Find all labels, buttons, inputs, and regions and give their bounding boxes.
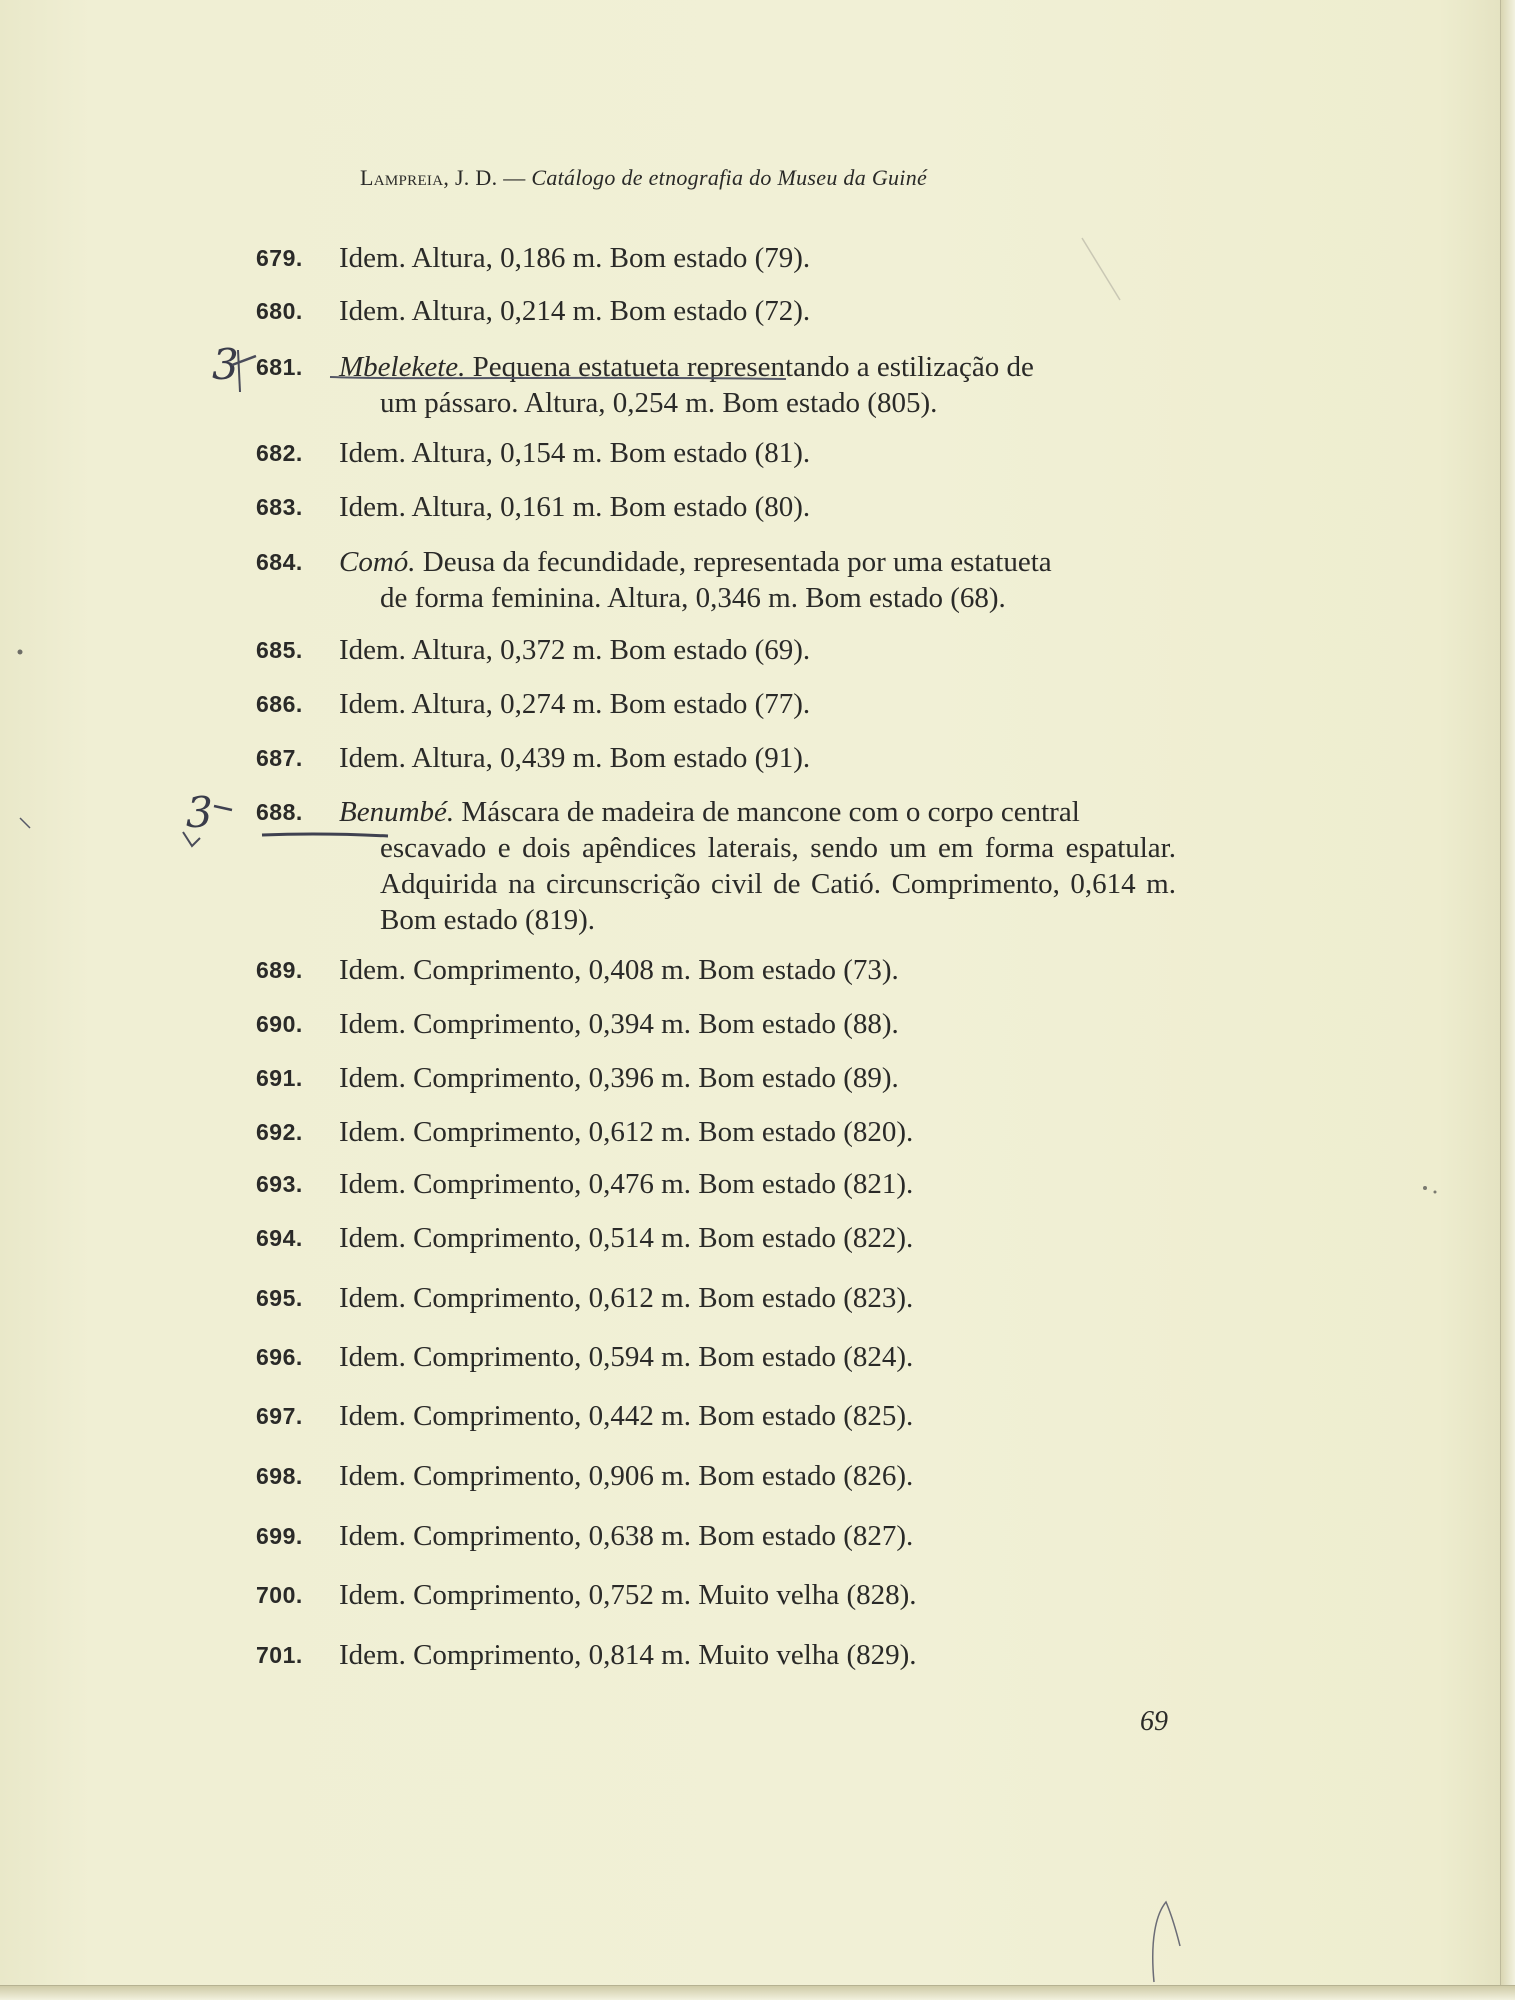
pencil-stroke bbox=[214, 806, 232, 810]
pencil-stroke bbox=[1082, 238, 1120, 300]
entry-text: Idem. Altura, 0,214 m. Bom estado (72). bbox=[339, 295, 811, 327]
entry-text: Idem. Comprimento, 0,638 m. Bom estado (827). bbox=[339, 1520, 914, 1552]
entry-number: 685. bbox=[256, 637, 303, 663]
entry-text: Idem. Comprimento, 0,752 m. Muito velha (828). bbox=[339, 1579, 917, 1611]
entry-text: Idem. Comprimento, 0,396 m. Bom estado (89). bbox=[339, 1062, 899, 1094]
object-name: Comó. bbox=[339, 546, 416, 578]
entry-number: 696. bbox=[256, 1344, 303, 1370]
entry-number: 692. bbox=[256, 1119, 303, 1145]
entry-text: Idem. Altura, 0,186 m. Bom estado (79). bbox=[339, 242, 811, 274]
entry-number: 680. bbox=[256, 298, 303, 324]
entry-number: 691. bbox=[256, 1065, 303, 1091]
pencil-stroke bbox=[238, 350, 240, 392]
entry-number: 693. bbox=[256, 1171, 303, 1197]
entry-text: Idem. Comprimento, 0,476 m. Bom estado (821). bbox=[339, 1168, 914, 1200]
entry-text: Idem. Comprimento, 0,906 m. Bom estado (826). bbox=[339, 1460, 914, 1492]
entry-number: 683. bbox=[256, 494, 303, 520]
entry-text: Idem. Comprimento, 0,394 m. Bom estado (88). bbox=[339, 1008, 899, 1040]
paper-speck bbox=[1434, 1191, 1437, 1194]
entry-number: 700. bbox=[256, 1582, 303, 1608]
handwritten-mark: 3 bbox=[212, 340, 239, 389]
entry-text: Idem. Comprimento, 0,612 m. Bom estado (820). bbox=[339, 1116, 914, 1148]
entry-text: Deusa da fecundidade, representada por uma estatueta bbox=[415, 546, 1052, 578]
entry-text: Idem. Comprimento, 0,442 m. Bom estado (825). bbox=[339, 1400, 914, 1432]
object-name: Benumbé. bbox=[339, 796, 455, 828]
entry-number: 686. bbox=[256, 691, 303, 717]
entry-number: 698. bbox=[256, 1463, 303, 1489]
entry-text: Idem. Comprimento, 0,814 m. Muito velha (829). bbox=[339, 1639, 917, 1671]
entry-number: 681. bbox=[256, 354, 303, 380]
object-name: Mbelekete. bbox=[339, 351, 466, 383]
entry-text: Idem. Comprimento, 0,408 m. Bom estado (73). bbox=[339, 954, 899, 986]
entry-text: Idem. Altura, 0,274 m. Bom estado (77). bbox=[339, 688, 811, 720]
entry-text: Idem. Comprimento, 0,612 m. Bom estado (823). bbox=[339, 1282, 914, 1314]
paper-speck bbox=[1423, 1186, 1427, 1190]
entry-text: Idem. Altura, 0,372 m. Bom estado (69). bbox=[339, 634, 811, 666]
pencil-stroke bbox=[232, 356, 256, 365]
header-separator: — bbox=[503, 165, 526, 190]
header-title: Catálogo de etnografia do Museu da Guiné bbox=[531, 165, 928, 190]
page-number: 69 bbox=[1140, 1706, 1168, 1737]
entry-number: 688. bbox=[256, 799, 303, 825]
entry-number: 694. bbox=[256, 1225, 303, 1251]
entry-number: 679. bbox=[256, 245, 303, 271]
entry-text: Idem. Comprimento, 0,514 m. Bom estado (822). bbox=[339, 1222, 914, 1254]
pencil-underline bbox=[330, 377, 786, 379]
entry-text: Idem. Altura, 0,161 m. Bom estado (80). bbox=[339, 491, 811, 523]
entry-continuation: um pássaro. Altura, 0,254 m. Bom estado (805). bbox=[380, 387, 938, 419]
entry-number: 701. bbox=[256, 1642, 303, 1668]
entry-number: 687. bbox=[256, 745, 303, 771]
header-author: Lampreia, J. D. bbox=[360, 165, 498, 190]
entry-text: Máscara de madeira de mancone com o corpo central bbox=[454, 796, 1080, 828]
entry-number: 699. bbox=[256, 1523, 303, 1549]
pencil-stroke bbox=[1153, 1902, 1180, 1982]
entry-number: 684. bbox=[256, 549, 303, 575]
handwritten-mark: 3 bbox=[186, 788, 213, 837]
entry-text: Pequena estatueta representando a estilização de bbox=[465, 351, 1034, 383]
pencil-underline bbox=[262, 834, 388, 836]
entry-number: 682. bbox=[256, 440, 303, 466]
entry-number: 695. bbox=[256, 1285, 303, 1311]
paper-speck bbox=[18, 650, 23, 655]
entry-text: Idem. Altura, 0,439 m. Bom estado (91). bbox=[339, 742, 811, 774]
entry-continuation: de forma feminina. Altura, 0,346 m. Bom estado (68). bbox=[380, 582, 1006, 614]
entry-number: 690. bbox=[256, 1011, 303, 1037]
pencil-stroke bbox=[20, 818, 30, 828]
entry-text: Idem. Altura, 0,154 m. Bom estado (81). bbox=[339, 437, 811, 469]
pencil-stroke bbox=[183, 832, 200, 846]
entry-number: 689. bbox=[256, 957, 303, 983]
entry-text: Idem. Comprimento, 0,594 m. Bom estado (824). bbox=[339, 1341, 914, 1373]
entry-continuation: escavado e dois apêndices laterais, sendo um em forma espatular. Adquirida na circunscrição civil de Catió. Comprimento, 0,614 m. Bom estado (819). bbox=[380, 832, 1176, 936]
entry-number: 697. bbox=[256, 1403, 303, 1429]
